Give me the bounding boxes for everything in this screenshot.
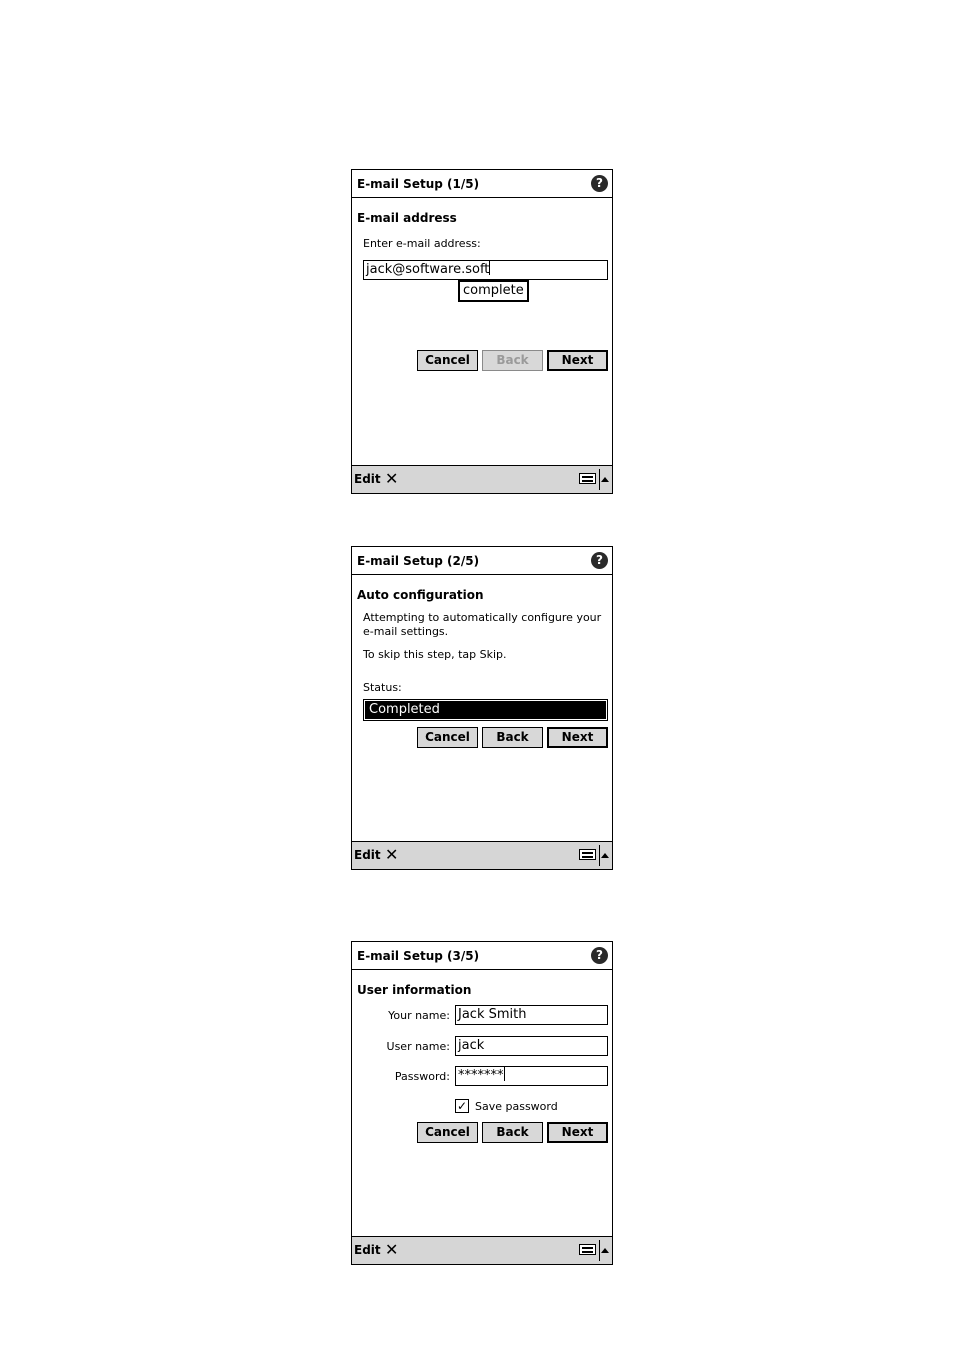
text-caret bbox=[489, 261, 490, 275]
checkmark-icon: ✓ bbox=[456, 1099, 468, 1113]
cancel-button[interactable]: Cancel bbox=[417, 350, 478, 371]
title-bar bbox=[352, 942, 612, 970]
email-input[interactable] bbox=[363, 260, 608, 280]
up-arrow-icon[interactable] bbox=[601, 477, 609, 482]
email-setup-screen-2 bbox=[351, 546, 613, 870]
back-button[interactable]: Back bbox=[482, 350, 543, 371]
keyboard-icon[interactable] bbox=[579, 1244, 596, 1255]
help-icon[interactable]: ? bbox=[591, 175, 608, 192]
status-bar bbox=[363, 699, 608, 721]
autocomplete-suggestion[interactable]: complete bbox=[458, 280, 529, 302]
user-name-label: User name: bbox=[386, 1040, 450, 1053]
email-setup-screen-1 bbox=[351, 169, 613, 494]
skip-instruction: To skip this step, tap Skip. bbox=[363, 648, 507, 661]
edit-menu[interactable]: Edit bbox=[354, 1243, 381, 1257]
password-label: Password: bbox=[394, 1070, 450, 1083]
help-icon[interactable]: ? bbox=[591, 552, 608, 569]
user-name-input[interactable]: jack bbox=[455, 1036, 608, 1056]
section-heading: E-mail address bbox=[357, 211, 457, 225]
edit-menu[interactable]: Edit bbox=[354, 848, 381, 862]
password-input[interactable] bbox=[455, 1066, 608, 1086]
menu-bar bbox=[352, 1236, 612, 1264]
title-bar bbox=[352, 170, 612, 198]
menu-bar bbox=[352, 465, 612, 493]
next-button[interactable]: Next bbox=[547, 1122, 608, 1143]
keyboard-icon[interactable] bbox=[579, 473, 596, 484]
section-heading: Auto configuration bbox=[357, 588, 484, 602]
email-setup-screen-3 bbox=[351, 941, 613, 1265]
next-button[interactable]: Next bbox=[547, 727, 608, 748]
window-title: E-mail Setup (3/5) bbox=[357, 949, 480, 963]
your-name-label: Your name: bbox=[388, 1009, 450, 1022]
status-description: Attempting to automatically configure your e-mail settings. bbox=[363, 611, 602, 638]
back-button[interactable]: Back bbox=[482, 1122, 543, 1143]
menu-divider bbox=[599, 469, 600, 490]
window-title: E-mail Setup (1/5) bbox=[357, 177, 480, 191]
cancel-button[interactable]: Cancel bbox=[417, 727, 478, 748]
title-bar bbox=[352, 547, 612, 575]
window-title: E-mail Setup (2/5) bbox=[357, 554, 480, 568]
edit-menu[interactable]: Edit bbox=[354, 472, 381, 486]
keyboard-icon[interactable] bbox=[579, 849, 596, 860]
password-value: ******* bbox=[458, 1068, 504, 1083]
help-icon[interactable]: ? bbox=[591, 947, 608, 964]
next-button[interactable]: Next bbox=[547, 350, 608, 371]
email-prompt-label: Enter e-mail address: bbox=[363, 237, 481, 250]
text-caret bbox=[504, 1067, 505, 1081]
menu-divider bbox=[599, 1240, 600, 1261]
up-arrow-icon[interactable] bbox=[601, 853, 609, 858]
status-value: Completed bbox=[365, 701, 606, 719]
section-heading: User information bbox=[357, 983, 472, 997]
your-name-input[interactable]: Jack Smith bbox=[455, 1005, 608, 1025]
close-icon[interactable]: ✕ bbox=[385, 1240, 399, 1259]
up-arrow-icon[interactable] bbox=[601, 1248, 609, 1253]
close-icon[interactable]: ✕ bbox=[385, 845, 399, 864]
back-button[interactable]: Back bbox=[482, 727, 543, 748]
save-password-label: Save password bbox=[475, 1100, 558, 1113]
menu-bar bbox=[352, 841, 612, 869]
email-input-value: jack@software.soft bbox=[366, 262, 490, 277]
cancel-button[interactable]: Cancel bbox=[417, 1122, 478, 1143]
menu-divider bbox=[599, 845, 600, 866]
save-password-checkbox[interactable] bbox=[455, 1099, 469, 1113]
status-label: Status: bbox=[363, 681, 402, 694]
close-icon[interactable]: ✕ bbox=[385, 469, 399, 488]
